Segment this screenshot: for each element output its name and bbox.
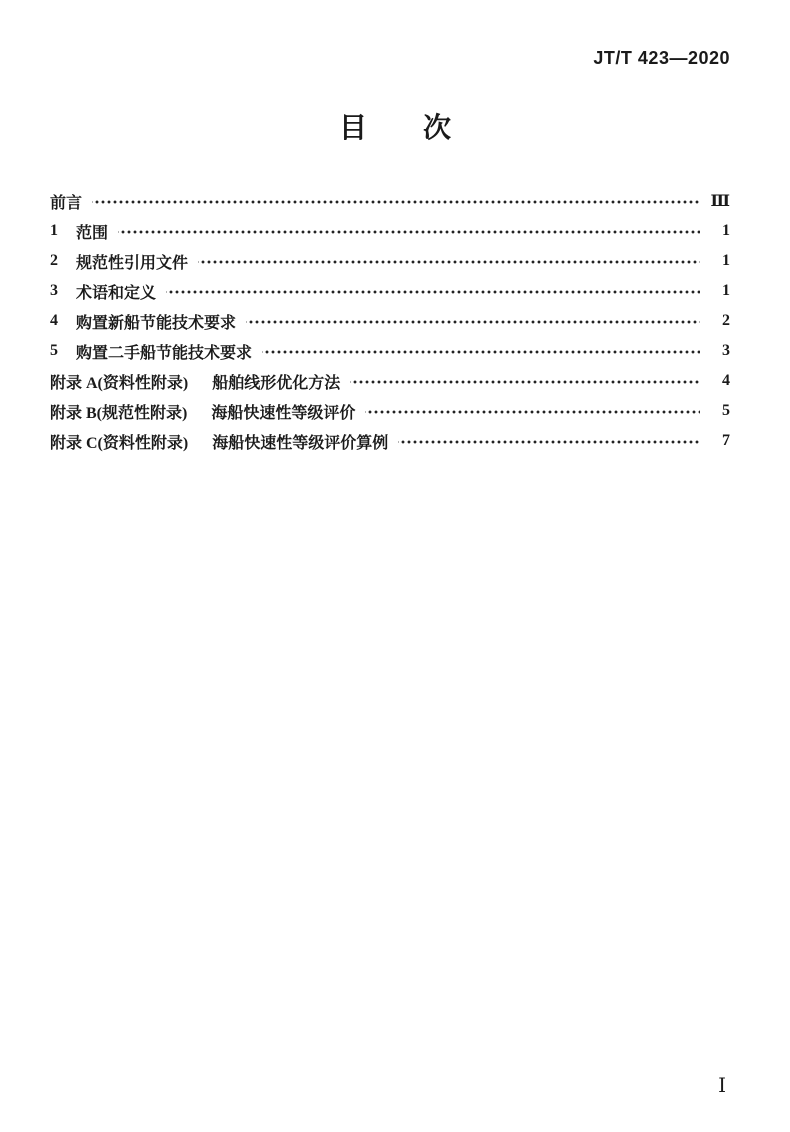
- toc-entry: [50, 276, 730, 306]
- footer-page-number: Ⅰ: [718, 1075, 726, 1097]
- dot-leader: [92, 186, 700, 216]
- toc-entry-page: 5: [722, 402, 730, 419]
- dot-leader: [262, 336, 700, 366]
- toc-entry-title: 海船快速性等级评价: [211, 404, 356, 422]
- toc-entry-prefix: 1: [50, 222, 58, 239]
- toc-entry-prefix: 附录 C(资料性附录): [50, 434, 189, 452]
- toc-entry-page: 7: [722, 432, 730, 449]
- toc-entry-page: 1: [722, 222, 730, 239]
- toc-entry-page: Ⅲ: [710, 193, 730, 210]
- toc-entry-page: 4: [722, 372, 730, 389]
- toc-entry-prefix: 2: [50, 252, 58, 269]
- dot-leader: [246, 306, 700, 336]
- toc-entry-prefix: 附录 A(资料性附录): [50, 374, 189, 392]
- dot-leader: [166, 276, 700, 306]
- dot-leader: [198, 246, 700, 276]
- toc-entry-page: 1: [722, 252, 730, 269]
- toc-entry: [50, 186, 730, 216]
- toc-entry-title: 范围: [76, 224, 109, 242]
- dot-leader: [365, 396, 700, 426]
- toc-entry: [50, 396, 730, 426]
- toc-entry-title: 海船快速性等级评价算例: [212, 434, 389, 452]
- doc-number: JT/T 423—2020: [593, 48, 730, 68]
- toc-entry: [50, 336, 730, 366]
- dot-leader: [398, 426, 700, 456]
- toc-entry-title: 规范性引用文件: [76, 254, 189, 272]
- toc-entry-prefix: 3: [50, 282, 58, 299]
- toc-entry: [50, 246, 730, 276]
- toc-entry: [50, 426, 730, 456]
- toc-entry: [50, 366, 730, 396]
- dot-leader: [118, 216, 700, 246]
- page-title: 目 次: [338, 112, 451, 143]
- toc-entry-title: 购置二手船节能技术要求: [76, 344, 253, 362]
- toc-entry-title: 术语和定义: [76, 284, 157, 302]
- toc-entry-title: 前言: [50, 194, 83, 212]
- dot-leader: [350, 366, 700, 396]
- toc-entry-prefix: 4: [50, 312, 58, 329]
- toc-entry: [50, 306, 730, 336]
- toc-list: [50, 186, 730, 456]
- toc-entry-prefix: 附录 B(规范性附录): [50, 404, 188, 422]
- toc-entry-prefix: 5: [50, 342, 58, 359]
- toc-entry-page: 1: [722, 282, 730, 299]
- toc-entry-page: 2: [722, 312, 730, 329]
- toc-entry-title: 购置新船节能技术要求: [76, 314, 237, 332]
- toc-entry: [50, 216, 730, 246]
- toc-entry-title: 船舶线形优化方法: [212, 374, 341, 392]
- toc-entry-page: 3: [722, 342, 730, 359]
